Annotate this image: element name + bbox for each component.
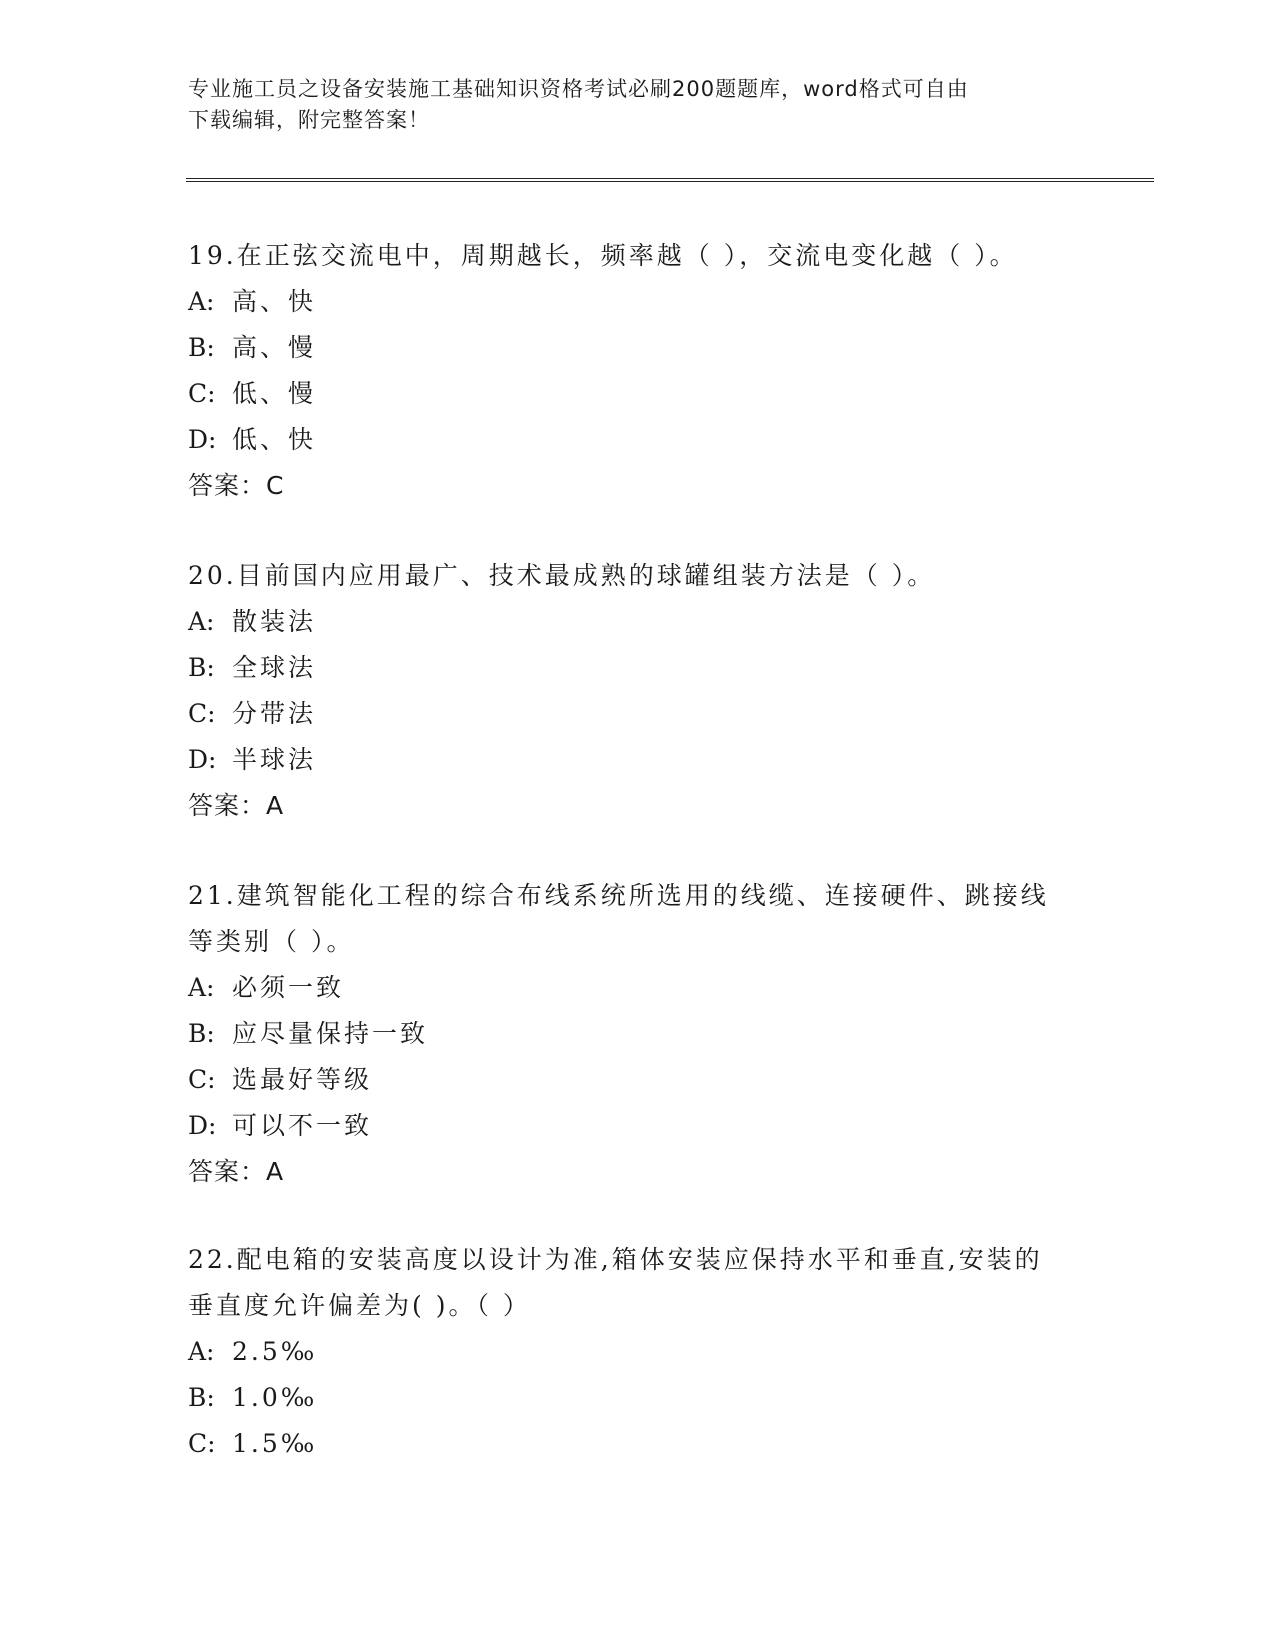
question-stem: 19.在正弦交流电中，周期越长，频率越（ ），交流电变化越（ ）。 bbox=[188, 241, 1018, 270]
option-text: 1.0‰ bbox=[232, 1383, 318, 1412]
option-letter: B: bbox=[188, 1383, 215, 1412]
option-text: 选最好等级 bbox=[232, 1065, 373, 1094]
option-text: 分带法 bbox=[232, 699, 317, 728]
option-text: 可以不一致 bbox=[232, 1111, 373, 1140]
option-letter: C: bbox=[188, 379, 216, 408]
question-stem: 20.目前国内应用最广、技术最成熟的球罐组装方法是（ ）。 bbox=[188, 561, 936, 590]
header-title-line-1: 专业施工员之设备安装施工基础知识资格考试必刷200题题库，word格式可自由 bbox=[188, 77, 969, 101]
option-c bbox=[188, 691, 1088, 737]
option-text: 应尽量保持一致 bbox=[232, 1019, 429, 1048]
option-letter: B: bbox=[188, 653, 215, 682]
header-title-line-2: 下载编辑，附完整答案！ bbox=[188, 108, 430, 132]
answer-line: 答案：C bbox=[188, 471, 285, 500]
question-stem-line-1: 21.建筑智能化工程的综合布线系统所选用的线缆、连接硬件、跳接线 bbox=[188, 881, 1049, 910]
option-letter: C: bbox=[188, 1429, 216, 1458]
option-letter: D: bbox=[188, 745, 217, 774]
option-b bbox=[188, 645, 1088, 691]
option-b bbox=[188, 1375, 1088, 1421]
option-text: 必须一致 bbox=[232, 973, 345, 1002]
option-letter: C: bbox=[188, 1065, 216, 1094]
answer-line: 答案：A bbox=[188, 1157, 285, 1186]
header-divider bbox=[186, 178, 1154, 182]
option-letter: A: bbox=[188, 973, 215, 1002]
option-text: 1.5‰ bbox=[232, 1429, 318, 1458]
option-letter: C: bbox=[188, 699, 216, 728]
option-b bbox=[188, 1011, 1088, 1057]
option-c bbox=[188, 371, 1088, 417]
option-letter: A: bbox=[188, 287, 215, 316]
option-c bbox=[188, 1421, 1088, 1467]
option-letter: D: bbox=[188, 425, 217, 454]
question-21 bbox=[188, 873, 1088, 1195]
option-text: 低、快 bbox=[232, 425, 317, 454]
option-a bbox=[188, 599, 1088, 645]
option-c bbox=[188, 1057, 1088, 1103]
option-b bbox=[188, 325, 1088, 371]
option-text: 散装法 bbox=[232, 607, 317, 636]
question-stem-line-2: 垂直度允许偏差为( )。（ ） bbox=[188, 1291, 531, 1320]
option-a bbox=[188, 1329, 1088, 1375]
question-19 bbox=[188, 233, 1088, 509]
question-stem-line-1: 22.配电箱的安装高度以设计为准,箱体安装应保持水平和垂直,安装的 bbox=[188, 1245, 1043, 1274]
option-text: 全球法 bbox=[232, 653, 317, 682]
option-letter: A: bbox=[188, 607, 215, 636]
option-text: 2.5‰ bbox=[232, 1337, 318, 1366]
question-22 bbox=[188, 1237, 1088, 1467]
option-a bbox=[188, 965, 1088, 1011]
option-text: 低、慢 bbox=[232, 379, 317, 408]
question-20 bbox=[188, 553, 1088, 829]
option-text: 高、慢 bbox=[232, 333, 317, 362]
option-letter: D: bbox=[188, 1111, 217, 1140]
option-letter: A: bbox=[188, 1337, 215, 1366]
option-letter: B: bbox=[188, 333, 215, 362]
option-d bbox=[188, 1103, 1088, 1149]
option-d bbox=[188, 417, 1088, 463]
answer-line: 答案：A bbox=[188, 791, 285, 820]
option-letter: B: bbox=[188, 1019, 215, 1048]
document-header bbox=[188, 74, 1088, 136]
option-a bbox=[188, 279, 1088, 325]
question-stem-line-2: 等类别（ ）。 bbox=[188, 927, 355, 956]
option-d bbox=[188, 737, 1088, 783]
option-text: 高、快 bbox=[232, 287, 317, 316]
option-text: 半球法 bbox=[232, 745, 317, 774]
